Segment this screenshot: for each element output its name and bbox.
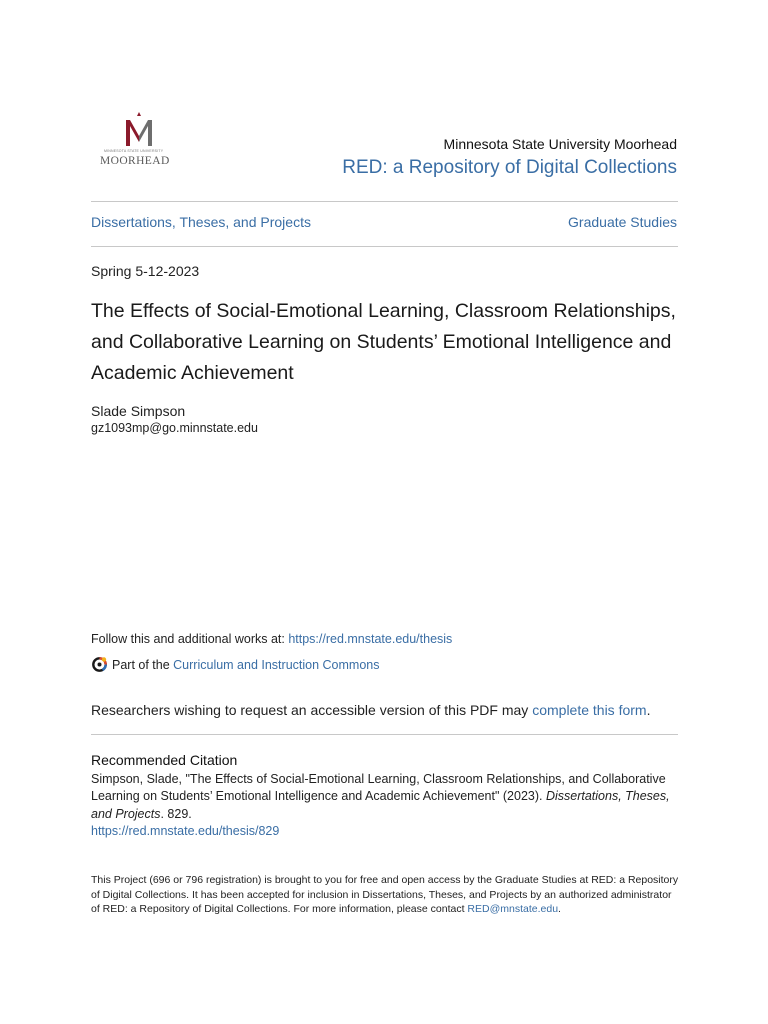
divider: [91, 246, 678, 247]
logo-small-text: MINNESOTA STATE UNIVERSITY: [104, 149, 164, 153]
contact-email-link[interactable]: RED@mnstate.edu: [467, 903, 559, 916]
document-title: The Effects of Social-Emotional Learning, Classroom Relationships, and Collaborative Learning on Students’ Emotional Intelligence and Academic Achievement: [91, 300, 676, 384]
author-email: gz1093mp@go.minnstate.edu: [91, 421, 258, 435]
commons-link[interactable]: Curriculum and Instruction Commons: [173, 657, 380, 672]
citation-series: Dissertations, Theses, and Projects: [91, 789, 670, 821]
divider: [91, 734, 678, 735]
rights-statement: [91, 873, 681, 917]
part-of-text: Part of the: [112, 657, 174, 672]
university-logo[interactable]: [96, 112, 186, 176]
accessibility-text: Researchers wishing to request an accessible version of this PDF may: [91, 702, 533, 718]
university-logo-m-icon: [96, 112, 186, 152]
accessibility-form-link[interactable]: complete this form: [532, 702, 647, 718]
department-link[interactable]: Graduate Studies: [568, 214, 677, 230]
collection-link[interactable]: Dissertations, Theses, and Projects: [91, 214, 311, 230]
follow-text: Follow this and additional works at:: [91, 632, 289, 646]
citation-text: Simpson, Slade, "The Effects of Social-Emotional Learning, Classroom Relationships, and Collaborative Learning on Students’ Emotional Intelligence and Academic Achievement" (2023).: [91, 772, 666, 804]
citation-number: . 829.: [160, 806, 192, 821]
accessibility-suffix: .: [646, 702, 651, 718]
thesis-collection-link[interactable]: https://red.mnstate.edu/thesis: [288, 632, 453, 646]
follow-line: [91, 632, 452, 646]
author-name: Slade Simpson: [91, 403, 186, 419]
logo-wordmark: MOORHEAD: [100, 155, 170, 167]
repository-link[interactable]: RED: a Repository of Digital Collections: [342, 157, 677, 178]
citation-url-link[interactable]: https://red.mnstate.edu/thesis/829: [91, 823, 280, 838]
part-of-line: [91, 656, 379, 673]
citation-body: [91, 771, 681, 840]
publication-date: Spring 5-12-2023: [91, 263, 200, 279]
institution-name: Minnesota State University Moorhead: [443, 136, 677, 152]
rights-suffix: .: [558, 903, 561, 916]
network-commons-icon: [91, 656, 108, 673]
divider: [91, 201, 678, 202]
accessibility-notice: [91, 702, 650, 718]
citation-heading: Recommended Citation: [91, 752, 238, 768]
rights-text: This Project (696 or 796 registration) is brought to you for free and open access by the Graduate Studies at RED: a Repository of Digital Collections. It has been accepted for inclusion in Dissertations, Theses, and Projects by an authorized administrator of RED: a Repository of Digital Collections. For more information, please contact: [91, 874, 679, 916]
